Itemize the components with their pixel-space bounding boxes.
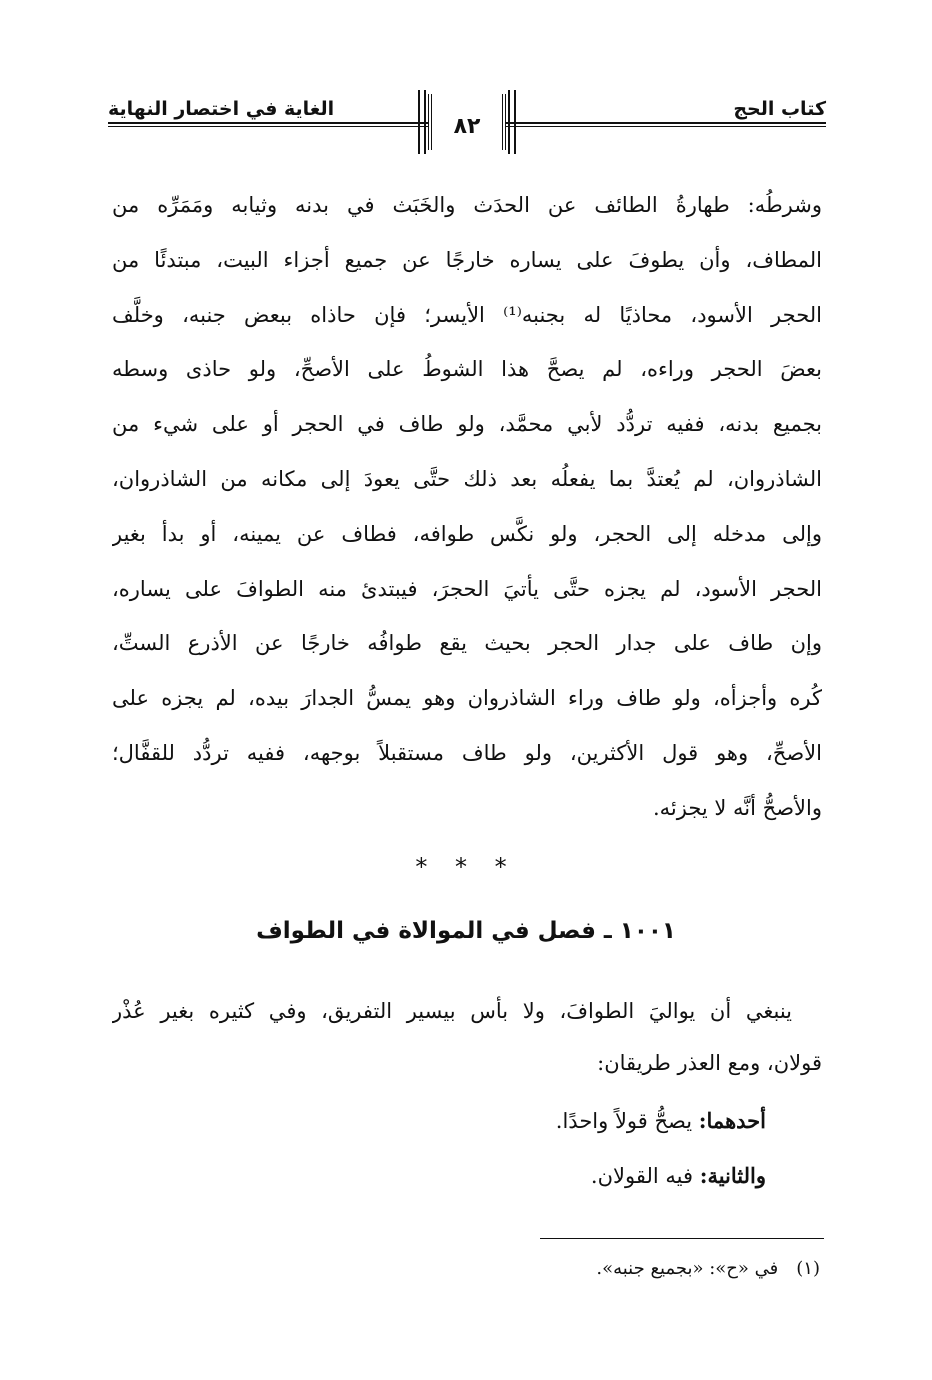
footnote-text: في «ح»: «بجميع جنبه». [596,1258,779,1279]
header-rule-right [506,122,826,127]
text-line: كُره وأجزأه، ولو طاف وراء الشاذروان وهو يمسُّ الجدارَ بيده، لم يجزه على [112,686,822,711]
text-line: المطاف، وأن يطوفَ على يساره خارجًا عن جميع أجزاء البيت، مبتدئًا من [112,247,822,272]
text-line: وشرطُه: طهارةُ الطائف عن الحدَث والخَبَث في بدنه وثيابه ومَمَرِّه من [112,193,822,217]
footnote-number: (١) [796,1258,820,1279]
section-paragraph [112,985,822,1089]
text-line: الحجر الأسود، محاذيًا له بجنبه⁽¹⁾ الأيسر؛ فإن حاذاه ببعض جنبه، وخلَّف [112,302,822,327]
text-line: بعضَ الحجر وراءه، لم يصحَّ هذا الشوطُ على الأصحِّ، ولو حاذى وسطه [112,357,822,382]
text-line: ينبغي أن يواليَ الطوافَ، ولا بأس بيسير التفريق، وفي كثيره بغير عُذْر [112,999,792,1023]
main-paragraph [112,178,822,836]
item-text: يصحُّ قولاً واحدًا. [555,1109,699,1133]
section-separator: * * * [415,853,517,881]
footnote-rule [540,1238,824,1239]
item-text: فيه القولان. [590,1164,700,1188]
footnote [596,1258,820,1279]
text-line: الأصحِّ، وهو قول الأكثرين، ولو طاف مستقبلاً بوجهه، ففيه تردُّد للقفَّال؛ [112,740,822,765]
running-header [108,92,826,162]
list-item [556,1108,766,1133]
item-lead: والثانية: [699,1163,766,1188]
text-line: الحجر الأسود، لم يجزه حتَّى يأتيَ الحجرَ، فيبتدئ منه الطوافَ على يساره، [112,576,822,601]
item-lead: أحدهما: [698,1108,766,1133]
page-number-frame [428,94,506,150]
list-item [591,1163,766,1188]
section-heading: ١٠٠١ ـ فصل في الموالاة في الطواف [256,918,676,944]
text-line: وإن طاف على جدار الحجر بحيث يقع طوافُه خارجًا عن الأذرع الستِّ، [112,631,822,656]
chapter-title: كتاب الحج [733,98,826,120]
page-number: ٨٢ [453,114,481,139]
text-line: والأصحُّ أنَّه لا يجزئه. [652,795,822,820]
text-line: وإلى مدخله إلى الحجر، ولو نكَّس طوافه، فطاف عن يمينه، أو بدأ بغير [112,521,822,546]
text-line: الشاذروان، لم يُعتدَّ بما يفعلُه بعد ذلك حتَّى يعودَ إلى مكانه من الشاذروان، [112,466,822,491]
text-line: بجميع بدنه، ففيه تردُّد لأبي محمَّد، ولو طاف في الحجر أو على شيء من [112,412,822,437]
text-line: قولان، ومع العذر طريقان: [597,1051,822,1075]
header-rule-left [108,122,428,127]
book-title: الغاية في اختصار النهاية [108,98,335,120]
